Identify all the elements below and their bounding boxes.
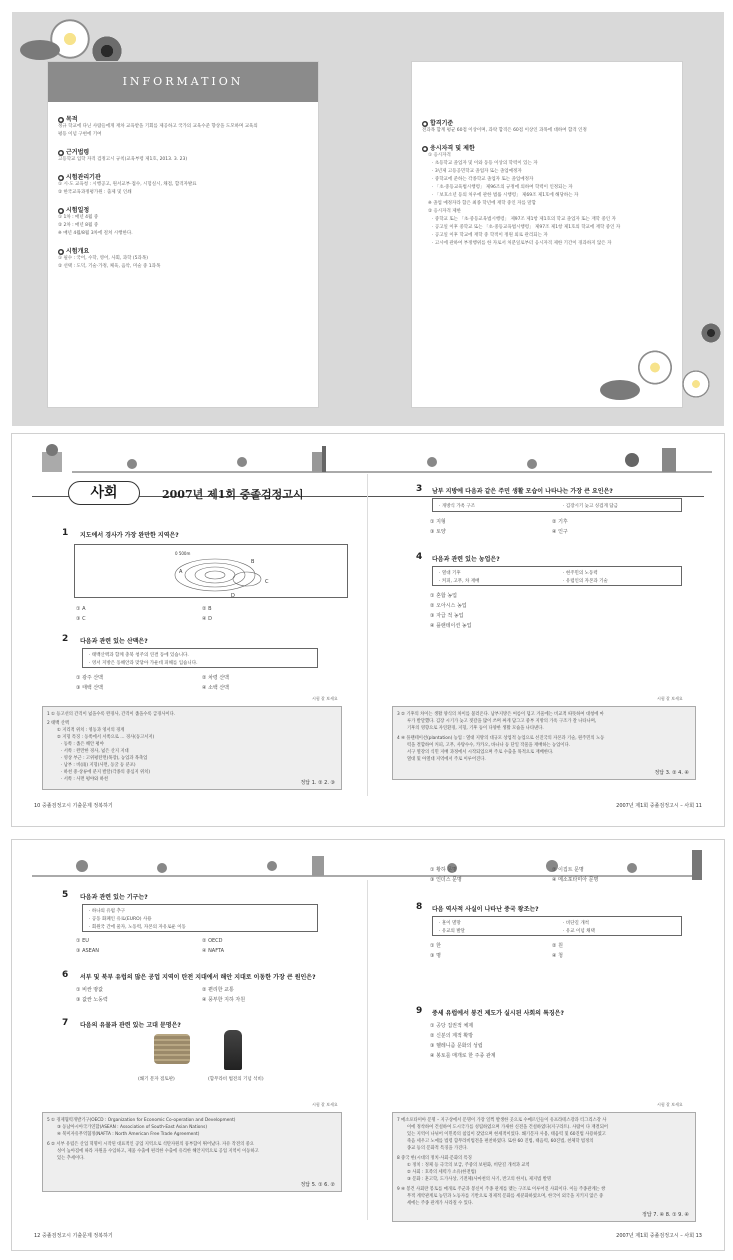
option[interactable]: ② 차령 산맥 [202, 675, 229, 681]
option[interactable]: ① 황하 문명 [430, 867, 457, 873]
box-line: · 커피, 고무, 차 재배 [439, 579, 480, 584]
info-section [58, 205, 308, 238]
box-line: · 개방식 가옥 구조 [439, 504, 476, 509]
question-box [82, 904, 318, 932]
option[interactable]: ③ 헬레니즘 문화의 성립 [430, 1043, 483, 1049]
question-text: 다음 역사적 사실이 나타난 중국 왕조는? [432, 906, 539, 913]
explanation-line: 세에는 주종 관계가 사라질 수 있다. [407, 1201, 474, 1206]
flower-decoration-icon [700, 322, 722, 344]
option[interactable]: ② 이집트 문명 [552, 867, 584, 873]
question-box [432, 498, 682, 512]
explanation-line: 성이 높아짐에 따라 자원을 수입하고, 제품 수출에 편리한 수출에 유리한 해안지역으로 공업 지역이 이동하고 [57, 1149, 259, 1154]
question-box [432, 566, 682, 586]
box-line: · 유럽인의 자본과 기술 [563, 579, 608, 584]
explanation-line: ④ 북미자유무역협정(NAFTA : North American Free Trade Agreement) [57, 1132, 200, 1137]
exam-title: 2007년 제1회 중졸검정고시 [162, 488, 304, 501]
section-line: 정규 학교에 다닌 사람들에게 재차 교육받을 기회를 제공하고 국가의 교육수준 향상을 도모하며 교육의 [58, 124, 258, 129]
option[interactable]: ② 원 [552, 943, 563, 949]
page-footer-right: 2007년 제1회 중졸검정고시 – 사회 13 [616, 1233, 702, 1239]
explanation-line: 7 메소포타미아 문명 – 지구상에서 문명이 가장 일찍 발생한 곳으로 수메르인들이 유프라테스강과 티그리스강 사 [397, 1118, 607, 1123]
box-line: · 열대 기후 [439, 571, 461, 576]
box-line: · 훈이 멸망 [439, 921, 461, 926]
box-line: · 현주민의 노동력 [563, 571, 598, 576]
question-number: 3 [416, 484, 423, 494]
option[interactable]: ① EU [76, 938, 89, 944]
question-text: 지도에서 경사가 가장 완만한 지역은? [80, 532, 179, 539]
explanation-line: · 서쪽 : 완만한 경사, 넓은 산지 지대 [61, 749, 129, 754]
exam-spread-2 [12, 840, 724, 1250]
explanation-line: 열대 및 아열대 지역에서 주로 이루어진다. [407, 757, 486, 762]
option[interactable]: ③ ASEAN [76, 948, 99, 954]
info-section [58, 172, 308, 197]
explanation-line: 3 ② 기후의 차이는 생활 양식의 차이를 불러온다. 남부지방은 여름이 덥고 겨울에는 비교적 따뜻하여 대청에 마 [397, 712, 604, 717]
question-number: 2 [62, 634, 69, 644]
question-number: 1 [62, 528, 69, 538]
option[interactable]: ④ NAFTA [202, 948, 225, 954]
question-number: 8 [416, 902, 423, 912]
section-line: ② 응시자격 제한 [428, 209, 461, 214]
flower-decoration-icon [676, 366, 716, 402]
explanation-line: 루가 발달했다. 김장 시기가 늦고 젓갈을 많이 쓰며 짜게 담그고 중부 지방의 가옥 구조가 잘 나타나며, [407, 719, 597, 724]
info-section [58, 246, 308, 271]
option[interactable]: ③ 자급 적 농업 [430, 613, 464, 619]
explanation-line: 6 ② 서부 유럽은 산업 혁명이 시작된 대표적인 공업 지역으로 석탄자원의 풍부함이 뛰어났다. 자유 작전의 중요 [47, 1142, 254, 1147]
explanation-line: 5 ① 경제협력개발기구(OECD : Organization for Economic Co-operation and Development) [47, 1118, 236, 1123]
option[interactable]: ③ C [76, 616, 86, 622]
option[interactable]: ① 지형 [430, 519, 446, 525]
option[interactable]: ④ 청 [552, 953, 563, 959]
option[interactable]: ④ 플랜테이션 농업 [430, 623, 472, 629]
section-title: 응시자격 및 제한 [430, 145, 475, 152]
option[interactable]: ② B [202, 606, 212, 612]
section-line: · 초등학교 졸업자 및 이와 동등 이상의 학력이 있는 자 [432, 161, 538, 166]
answer-key: 정답 5. ① 6. ② [300, 1182, 335, 1188]
pencil-note: 시험 잘 보세요 [312, 1102, 338, 1107]
info-section [422, 118, 674, 135]
option[interactable]: ④ 풍부한 지하 자원 [202, 997, 246, 1003]
exam-spread-1 [12, 434, 724, 826]
explanation-line: 있는 추세이다. [57, 1156, 85, 1161]
info-section [58, 114, 308, 139]
section-line: ② 한국교육과정평가원 : 출제 및 인쇄 [58, 190, 132, 195]
explanation-line: 무적 계약관계로 농민과 노동자를 기반으로 경제적 문화를 세분화하였으며, 한국이 외국을 지키지 않은 중 [407, 1194, 604, 1199]
section-line: 고등학교 입학 자격 검정고시 규칙(교육부령 제1호, 2013. 3. 23) [58, 157, 188, 162]
pencil-note: 시험 잘 보세요 [657, 1102, 683, 1107]
explanation-line: 종교 등의 문화적 특징을 가진다. [407, 1146, 468, 1151]
answer-key: 정답 1. ② 2. ③ [300, 780, 335, 786]
explanation-line: 4 ④ 플랜테이션(plantation) 농업 : 열대 지방의 대규모 상업적 농업으로 선진국의 자본과 기술, 원주민의 노동 [397, 736, 605, 741]
section-line: 전과목 합계 평균 60점 이상이며, 과락 합격은 60점 이상인 과목에 대하여 합격 인정 [422, 128, 587, 133]
subject-title: 사회 [68, 481, 140, 505]
explanation-line: 기후의 영향으로 자연환경, 지형, 기후 등이 다양한 생활 모습을 나타낸다. [407, 726, 544, 731]
leaf-decoration-icon [20, 40, 60, 60]
bullet-icon: ● [59, 207, 63, 213]
explanation-line: ② 사회 : 호족의 세력가 소유(한전법) [407, 1170, 477, 1175]
box-line: · 태백산맥과 함께 충북 청주의 연결 동에 있습니다. [89, 653, 189, 658]
explanation-box [392, 1112, 696, 1222]
explanation-box [42, 1112, 342, 1192]
explanation-line: · 영상 부근 : 고위평탄면(목장), 농업과 목축업 [61, 756, 148, 761]
section-title: 근거법령 [66, 149, 90, 156]
section-line: ※ 매년 4월/8월 3차에 걸쳐 시행한다. [58, 231, 133, 236]
section-line: · 고시에 관하여 부정행위를 한 자로서 처분일로부터 응시자격 제한 기간이 경과하지 않은 자 [432, 241, 612, 246]
option[interactable]: ④ D [202, 616, 212, 622]
option[interactable]: ① 한 [430, 943, 441, 949]
pencil-note: 시험 잘 보세요 [312, 696, 338, 701]
explanation-line: 있는 지역이 나뉘어 이민족의 침입이 잦았으며 현세적이었다. 쐐기문자 사용, 태음력 및 60진법 사용하였고 [407, 1132, 606, 1137]
explanation-line: 서구 열강의 식민 지배 과정에서 시작되었으며 주로 수출을 목적으로 재배한다. [407, 750, 554, 755]
section-title: 시험일정 [66, 207, 90, 214]
explanation-line: 8 중국 한(시대의 정치·사회·문화의 특징 [397, 1156, 472, 1161]
info-section [58, 147, 308, 164]
box-line: · 유교 이념 채택 [563, 929, 595, 934]
info-page-left [48, 62, 318, 407]
contour-map-icon [75, 545, 349, 599]
option[interactable]: ② 신분의 계적 확방 [430, 1033, 474, 1039]
explanation-line: · 서쪽 : 사면 평야와 하천 [61, 777, 108, 782]
question-box [82, 648, 318, 668]
option[interactable]: ③ 값싼 노동력 [76, 997, 108, 1003]
question-text: 다음과 관련 있는 농업은? [432, 556, 500, 563]
question-number: 6 [62, 970, 69, 980]
explanation-line: · 하천 중·상류에 분지 발달(각종의 중심지 위치) [61, 770, 150, 775]
explanation-line: 이에 정착하여 건설하여 도시국가를 성립하였으며 가새한 신전을 건설하였다(지구라트). 사람이 다 재결되어 [407, 1125, 609, 1130]
pencil-note: 시험 잘 보세요 [657, 696, 683, 701]
box-line: · 김장시기 늦고 싱겁게 담금 [563, 504, 618, 509]
question-number: 7 [62, 1018, 69, 1028]
explanation-line: ① 정치 : 정체 등 극국의 보급, 주중의 보편화, 비단길 개척과 교역 [407, 1163, 530, 1168]
skyline-illustration-icon [12, 434, 724, 474]
section-title: 시험관리기관 [66, 174, 101, 181]
box-line: · 유교의 발달 [439, 929, 466, 934]
option[interactable]: ③ 명 [430, 953, 441, 959]
image-caption: (쐐기 문자 점토판) [138, 1077, 175, 1082]
question-text: 서부 및 북부 유럽의 많은 공업 지역이 탄전 지대에서 해안 지대로 이동한 가장 큰 원인은? [80, 974, 316, 981]
option[interactable]: ② 오아시스 농업 [430, 603, 467, 609]
bullet-icon: ● [59, 149, 63, 155]
answer-key: 정답 7. ④ 8. ① 9. ④ [642, 1212, 689, 1218]
clay-tablet-image [154, 1034, 190, 1064]
section-title: 시험개요 [66, 248, 90, 255]
section-line: ① 시·도 교육청 : 시행공고, 원서교부·접수, 시험실시, 채점, 합격자발표 [58, 182, 197, 187]
option[interactable]: ② 편리한 교통 [202, 987, 234, 993]
explanation-line: ③ 문화 : 훈고학, 도가사상, 기전체(사마천의 사기, 반고의 한서), 제지법 발명 [407, 1177, 551, 1182]
option[interactable]: ① 광주 산맥 [76, 675, 103, 681]
map-label: C [265, 579, 269, 585]
bullet-icon: ● [59, 116, 63, 122]
section-line: · 3년제 고등공민학교 졸업자 또는 졸업예정자 [432, 169, 522, 174]
option[interactable]: ④ 소백 산맥 [202, 685, 229, 691]
question-number: 4 [416, 552, 423, 562]
section-line: 평등 이념 구현에 기여 [58, 132, 102, 137]
box-line: · 영서 지방은 동해안과 맞닿아 가운데 피해를 입습니다. [89, 661, 198, 666]
question-text: 다음과 관련 있는 기구는? [80, 894, 148, 901]
page-footer-left: 10 중졸검정고시 기출문제 정복하기 [34, 803, 113, 809]
section-line: ② 2차 : 매년 8월 중 [58, 223, 99, 228]
option[interactable]: ① 공당 집권적 체제 [430, 1023, 474, 1029]
explanation-line: ③ 동남아시아국가연합(ASEAN : Association of South-East Asian Nations) [57, 1125, 208, 1130]
section-line: ① 필수 : 국어, 수학, 영어, 사회, 과학 (5과목) [58, 256, 148, 261]
leaf-decoration-icon [600, 380, 640, 400]
explanation-line: · 동쪽 : 좁은 해안 평야 [61, 742, 104, 747]
bullet-icon: ● [59, 174, 63, 180]
explanation-line: 9 ④ 봉건 사회란 봉토를 매개로 주군과 봉신이 주종 관계를 맺는 구조로 이루어진 사회이다. 이들 주종관계는 쌍 [397, 1187, 606, 1192]
question-number: 9 [416, 1006, 423, 1016]
question-number: 5 [62, 890, 69, 900]
section-line: ① 응시자격 [428, 153, 451, 158]
contour-map-figure [74, 544, 348, 598]
option[interactable]: ② 기후 [552, 519, 568, 525]
explanation-line: ① 지리적 위치 : 영동과 영서의 경계 [57, 728, 125, 733]
map-label: D [231, 593, 235, 599]
skyline-illustration-icon [12, 840, 724, 880]
question-text: 중세 유럽에서 봉건 제도가 실시된 사회의 특징은? [432, 1010, 564, 1017]
page-divider [367, 880, 368, 1220]
page-footer-left: 12 중졸검정고시 기출문제 정복하기 [34, 1233, 113, 1239]
question-text: 남부 지방에 다음과 같은 주민 생활 모습이 나타나는 가장 큰 요인은? [432, 488, 613, 495]
question-text: 다음의 유물과 관련 있는 고대 문명은? [80, 1022, 181, 1029]
explanation-line: 력을 결합하여 커피, 고무, 사탕수수, 카카오, 바나나 등 단일 작물을 재배하는 농업이다. [407, 743, 570, 748]
bullet-icon: ● [59, 248, 63, 254]
info-sections-left [58, 114, 308, 279]
explanation-line: 1 ① 등고선의 간격이 넓을수록 완경사, 간격이 좁을수록 급경사이다. [47, 712, 176, 717]
explanation-line: ② 지형 특징 : 동쪽에서 서쪽으로 … 경사(동고서저) [57, 735, 155, 740]
section-line: · 「초·중등교육법시행령」 제96조의 규정에 의하여 학력이 인정되는 자 [432, 185, 573, 190]
box-line: · 공동 화폐인 유로(EURO) 사용 [89, 917, 152, 922]
box-line: · 비단길 개척 [563, 921, 590, 926]
info-sections-right [422, 118, 674, 248]
option[interactable]: ④ 인구 [552, 529, 568, 535]
explanation-box [392, 706, 696, 780]
explanation-line: 2 태백 산맥 [47, 721, 70, 726]
map-label: B [251, 559, 255, 565]
bullet-icon: ● [423, 120, 427, 126]
section-line: ※ 졸업 예정자라 함은 최종 학년에 재학 중인 자를 말함 [428, 201, 536, 206]
answer-key: 정답 3. ② 4. ④ [654, 770, 689, 776]
option[interactable]: ③ 토양 [430, 529, 446, 535]
section-line: · 공고일 이후 학교에 재학 중 학적이 정원 외로 관리되는 자 [432, 233, 548, 238]
option[interactable]: ④ 메소포타미아 문명 [552, 877, 599, 883]
option[interactable]: ④ 봉토를 매개로 한 주종 관계 [430, 1053, 496, 1059]
option[interactable]: ① 비싼 땅값 [76, 987, 103, 993]
image-caption: (함무라비 법전의 기념 석비) [208, 1077, 264, 1082]
section-line: ② 선택 : 도덕, 기술·가정, 체육, 음악, 미술 중 1과목 [58, 264, 161, 269]
info-header: INFORMATION [48, 62, 318, 102]
option[interactable]: ① 혼합 농업 [430, 593, 457, 599]
section-line: ① 1차 : 매년 4월 중 [58, 215, 99, 220]
question-box [432, 916, 682, 936]
section-title: 목적 [66, 116, 78, 123]
explanation-box [42, 706, 342, 790]
section-line: · 중학교 또는 「초·중등교육법시행령」 제97조 제1항 제1호의 학교 졸업자 또는 재학 중인 자 [432, 217, 616, 222]
section-line: · 「보호소년 등의 처우에 관한 법률 시행령」 제69조 제1호에 해당하는 자 [432, 193, 579, 198]
map-label: A [179, 569, 183, 575]
section-line: · 중학교에 준하는 각종학교 졸업자 또는 졸업예정자 [432, 177, 534, 182]
code-stele-image [224, 1030, 242, 1070]
explanation-line: · 남부 : 비(雨) 지형(사면, 동굴 등 분포) [61, 763, 136, 768]
option[interactable]: ② OECD [202, 938, 223, 944]
box-line: · 하나의 유럽 추구 [89, 909, 126, 914]
info-section [422, 143, 674, 248]
explanation-line: 죽음 세우고 노예를 법령 함무라비법전을 편찬하였다. 또한 60 진법, 태음력, 60진법, 천체학 법정의 [407, 1139, 594, 1144]
page-footer-right: 2007년 제1회 중졸검정고시 – 사회 11 [616, 803, 702, 809]
page-divider [367, 474, 368, 796]
option[interactable]: ① A [76, 606, 86, 612]
box-line: · 회원국 간에 물자, 노동력, 자본의 자유로운 이동 [89, 925, 186, 930]
section-line: · 공고일 이후 중학교 또는 「초·중등교육법시행령」 제97조 제1항 제1호의 학교에 재학 중인 자 [432, 225, 621, 230]
map-scale: 0 500m [175, 551, 191, 556]
flower-decoration-icon [630, 345, 680, 390]
question-text: 다음과 관련 있는 산맥은? [80, 638, 148, 645]
option[interactable]: ③ 태백 산맥 [76, 685, 103, 691]
option[interactable]: ③ 인더스 문명 [430, 877, 462, 883]
bullet-icon: ● [423, 145, 427, 151]
section-title: 합격기준 [430, 120, 454, 127]
